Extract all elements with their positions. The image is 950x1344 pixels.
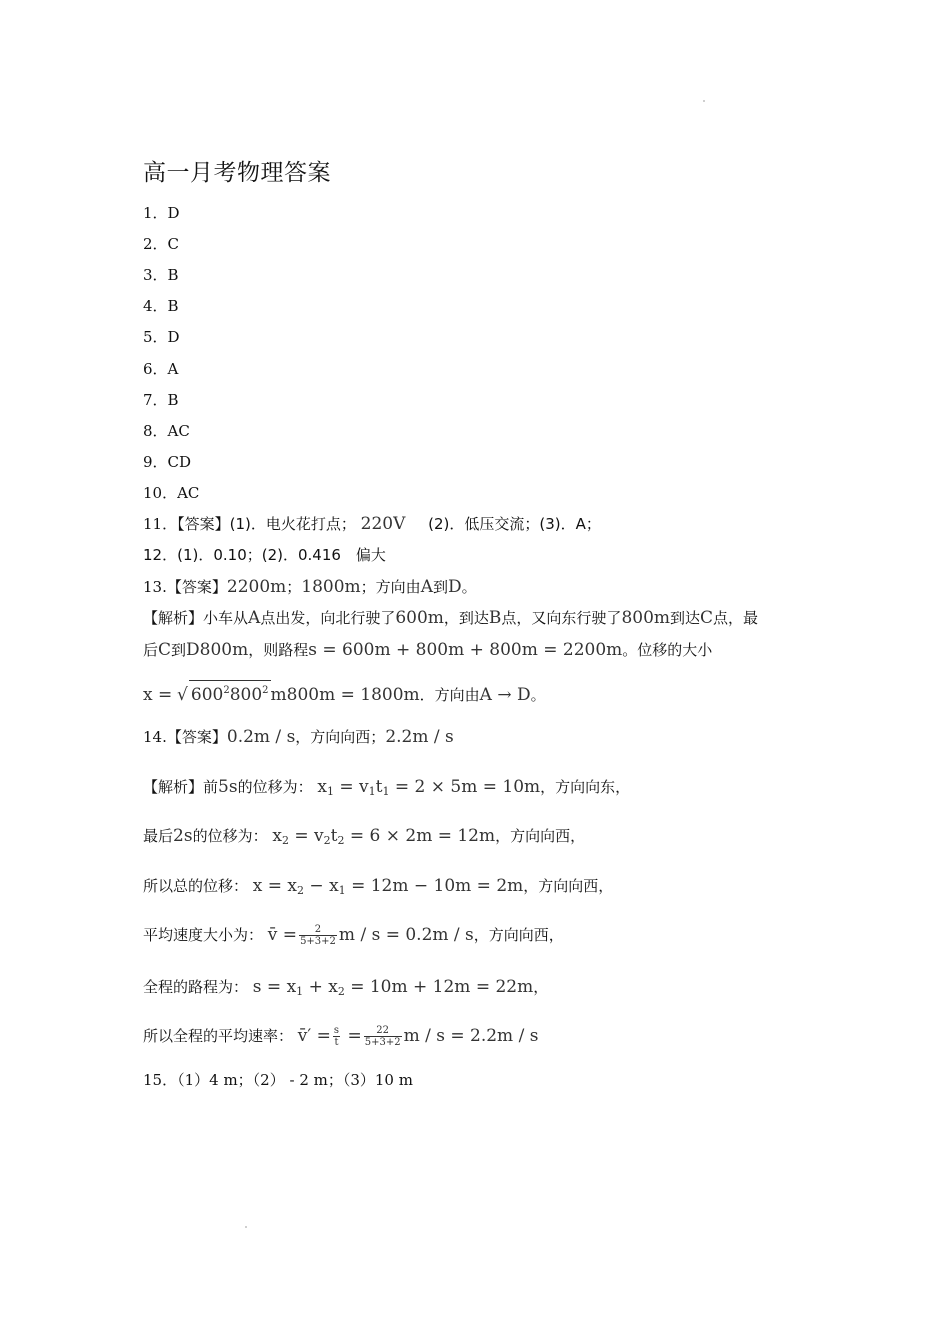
answer-line-8: 8．AC [143, 422, 190, 440]
answer-line-7: 7．B [143, 391, 179, 409]
answer-line-5: 5．D [143, 328, 180, 346]
answer-line-1: 1．D [143, 204, 180, 222]
analysis-13-line-3: x = √ $600^2800^2$ m800m = 1800m．方向由A → D。 [143, 680, 546, 705]
fraction: $\frac{s}{t}$ [333, 1025, 340, 1048]
answer-line-14: 14.【答案】0.2m / s，方向向西；2.2m / s [143, 727, 454, 747]
answer-line-11: 11．【答案】(1)．电火花打点； 220V (2)．低压交流；(3)．A； [143, 514, 601, 534]
page-title: 高一月考物理答案 [143, 160, 331, 186]
scan-speck [245, 1226, 247, 1228]
answer-line-15: 15．（1）4 m；（2） - 2 m；（3）10 m [143, 1071, 413, 1089]
analysis-13-line-2: 后C到D800m，则路程s = 600m + 800m + 800m = 2200m。位移的大小 [143, 640, 713, 660]
answer-line-12: 12．(1)．0.10；(2)．0.416 偏大 [143, 546, 386, 564]
fraction: $\frac{2}{5+3+2}$ [300, 924, 336, 947]
answer-line-2: 2．C [143, 235, 180, 253]
answer-line-6: 6．A [143, 360, 179, 378]
answer-line-10: 10．AC [143, 484, 200, 502]
analysis-14-line-1: 【解析】前5s的位移为： x1 = v1t1 = 2 × 5m = 10m，方向向东， [143, 777, 631, 798]
analysis-14-line-6: 所以全程的平均速率： v̄′ = $\frac{s}{t}$ = $\frac{22}{5+3+2}$ m / s = 2.2m / s [143, 1025, 539, 1048]
sqrt-expression: $600^2800^2$ [189, 680, 271, 705]
answer-line-9: 9．CD [143, 453, 192, 471]
analysis-14-line-4: 平均速度大小为： v̄ = $\frac{2}{5+3+2}$ m / s = 0.2m / s，方向向西， [143, 924, 564, 947]
fraction: $\frac{22}{5+3+2}$ [364, 1025, 401, 1048]
analysis-14-line-5: 全程的路程为： s = x1 + x2 = 10m + 12m = 22m， [143, 977, 549, 998]
answer-line-4: 4．B [143, 297, 179, 315]
answer-line-3: 3．B [143, 266, 179, 284]
analysis-13-line-1: 【解析】小车从A点出发，向北行驶了600m，到达B点，又向东行驶了800m到达C点，最 [143, 608, 759, 628]
answer-line-13: 13.【答案】2200m；1800m；方向由A到D。 [143, 577, 477, 597]
scan-speck [703, 100, 705, 102]
analysis-14-line-3: 所以总的位移： x = x2 − x1 = 12m − 10m = 2m，方向向西， [143, 876, 614, 897]
analysis-14-line-2: 最后2s的位移为： x2 = v2t2 = 6 × 2m = 12m，方向向西， [143, 826, 586, 847]
